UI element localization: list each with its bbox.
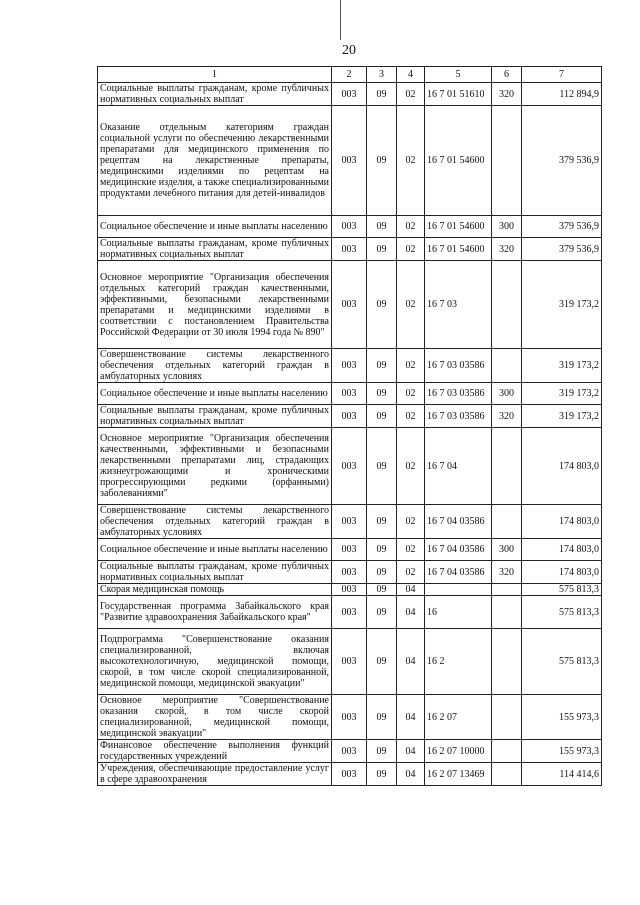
row-expense-type: 320 (492, 405, 522, 428)
row-expense-type (492, 629, 522, 695)
table-row (98, 763, 602, 786)
row-ministry-code: 003 (332, 539, 367, 561)
row-target-article: 16 7 01 54600 (425, 216, 492, 238)
row-subsection-code: 04 (397, 629, 425, 695)
row-section-code: 09 (367, 349, 397, 383)
scan-mark (340, 0, 341, 40)
row-amount: 575 813,3 (522, 629, 602, 695)
row-expense-type: 300 (492, 539, 522, 561)
row-target-article: 16 7 01 54600 (425, 238, 492, 261)
table-row (98, 505, 602, 539)
table-row (98, 83, 602, 106)
row-section-code: 09 (367, 405, 397, 428)
row-subsection-code: 02 (397, 261, 425, 349)
row-target-article: 16 7 01 51610 (425, 83, 492, 106)
row-amount: 575 813,3 (522, 596, 602, 629)
table-row (98, 216, 602, 238)
row-ministry-code: 003 (332, 428, 367, 505)
row-ministry-code: 003 (332, 629, 367, 695)
table-row (98, 584, 602, 596)
row-ministry-code: 003 (332, 740, 367, 763)
page-number: 20 (342, 43, 356, 58)
row-section-code: 09 (367, 428, 397, 505)
row-name: Основное мероприятие "Совершенствование оказания скорой, в том числе скорой специализированной, медицинской помощи, медицинской эвакуации" (98, 695, 332, 740)
row-expense-type (492, 584, 522, 596)
table-row (98, 106, 602, 216)
row-target-article: 16 7 03 (425, 261, 492, 349)
row-target-article: 16 2 07 (425, 695, 492, 740)
table-row (98, 695, 602, 740)
row-expense-type (492, 428, 522, 505)
row-amount: 379 536,9 (522, 106, 602, 216)
row-amount: 155 973,3 (522, 695, 602, 740)
column-header: 2 (332, 67, 367, 83)
row-amount: 575 813,3 (522, 584, 602, 596)
row-section-code: 09 (367, 584, 397, 596)
row-subsection-code: 02 (397, 539, 425, 561)
row-name: Основное мероприятие "Организация обеспечения качественными, эффективными и безопасными лекарственными препаратами лиц, страдающих жизнеугрожающими и хроническими прогрессирующими редкими (орфанными) заболеваниями" (98, 428, 332, 505)
table-row (98, 539, 602, 561)
row-expense-type (492, 763, 522, 786)
row-section-code: 09 (367, 383, 397, 405)
row-section-code: 09 (367, 261, 397, 349)
row-amount: 379 536,9 (522, 238, 602, 261)
row-target-article: 16 7 04 03586 (425, 505, 492, 539)
row-subsection-code: 02 (397, 405, 425, 428)
row-amount: 112 894,9 (522, 83, 602, 106)
row-expense-type (492, 695, 522, 740)
row-ministry-code: 003 (332, 695, 367, 740)
row-ministry-code: 003 (332, 349, 367, 383)
row-subsection-code: 02 (397, 383, 425, 405)
row-name: Совершенствование системы лекарственного обеспечения отдельных категорий граждан в амбулаторных условиях (98, 505, 332, 539)
row-name: Социальные выплаты гражданам, кроме публичных нормативных социальных выплат (98, 83, 332, 106)
table-row (98, 261, 602, 349)
row-name: Оказание отдельным категориям граждан социальной услуги по обеспечению лекарственными препаратами для медицинского применения по рецептам на лекарственные препараты, медицинскими изделиями по рецептам на медицинские изделия, а также специализированными продуктами лечебного питания для детей-инвалидов (98, 106, 332, 216)
row-ministry-code: 003 (332, 261, 367, 349)
column-header: 5 (425, 67, 492, 83)
row-expense-type: 320 (492, 83, 522, 106)
row-section-code: 09 (367, 505, 397, 539)
row-ministry-code: 003 (332, 596, 367, 629)
row-target-article (425, 584, 492, 596)
table-row (98, 349, 602, 383)
row-ministry-code: 003 (332, 561, 367, 584)
row-section-code: 09 (367, 740, 397, 763)
row-name: Учреждения, обеспечивающие предоставление услуг в сфере здравоохранения (98, 763, 332, 786)
row-ministry-code: 003 (332, 405, 367, 428)
row-expense-type: 320 (492, 561, 522, 584)
row-section-code: 09 (367, 629, 397, 695)
row-amount: 114 414,6 (522, 763, 602, 786)
row-target-article: 16 2 07 13469 (425, 763, 492, 786)
column-header: 4 (397, 67, 425, 83)
row-amount: 319 173,2 (522, 261, 602, 349)
row-name: Подпрограмма "Совершенствование оказания специализированной, включая высокотехнологичную, медицинской помощи, скорой, в том числе скорой специализированной, медицинской помощи, медицинской эвакуации" (98, 629, 332, 695)
row-target-article: 16 7 01 54600 (425, 106, 492, 216)
row-amount: 155 973,3 (522, 740, 602, 763)
table-row (98, 629, 602, 695)
row-expense-type (492, 349, 522, 383)
row-name: Основное мероприятие "Организация обеспечения отдельных категорий граждан качественными, эффективными, безопасными лекарственными препаратами и медицинскими изделиями в соответствии с постановлением Правительства Российской Федерации от 30 июля 1994 года № 890" (98, 261, 332, 349)
table-row (98, 740, 602, 763)
row-amount: 319 173,2 (522, 349, 602, 383)
row-subsection-code: 04 (397, 584, 425, 596)
row-expense-type: 300 (492, 383, 522, 405)
row-amount: 319 173,2 (522, 383, 602, 405)
header-row (98, 67, 602, 83)
row-name: Социальные выплаты гражданам, кроме публичных нормативных социальных выплат (98, 405, 332, 428)
row-subsection-code: 02 (397, 238, 425, 261)
row-subsection-code: 04 (397, 695, 425, 740)
row-section-code: 09 (367, 83, 397, 106)
column-header: 3 (367, 67, 397, 83)
row-ministry-code: 003 (332, 106, 367, 216)
row-expense-type (492, 106, 522, 216)
row-section-code: 09 (367, 539, 397, 561)
row-section-code: 09 (367, 216, 397, 238)
row-name: Скорая медицинская помощь (98, 584, 332, 596)
row-expense-type: 320 (492, 238, 522, 261)
row-subsection-code: 02 (397, 428, 425, 505)
row-target-article: 16 7 03 03586 (425, 405, 492, 428)
row-ministry-code: 003 (332, 83, 367, 106)
row-expense-type (492, 505, 522, 539)
table-row (98, 405, 602, 428)
row-amount: 174 803,0 (522, 561, 602, 584)
row-expense-type (492, 261, 522, 349)
row-subsection-code: 04 (397, 740, 425, 763)
row-target-article: 16 7 04 (425, 428, 492, 505)
row-ministry-code: 003 (332, 584, 367, 596)
row-name: Совершенствование системы лекарственного обеспечения отдельных категорий граждан в амбулаторных условиях (98, 349, 332, 383)
row-name: Финансовое обеспечение выполнения функций государственных учреждений (98, 740, 332, 763)
row-subsection-code: 04 (397, 596, 425, 629)
row-section-code: 09 (367, 596, 397, 629)
row-section-code: 09 (367, 106, 397, 216)
row-target-article: 16 2 (425, 629, 492, 695)
row-section-code: 09 (367, 561, 397, 584)
row-ministry-code: 003 (332, 238, 367, 261)
column-header: 7 (522, 67, 602, 83)
row-target-article: 16 7 04 03586 (425, 561, 492, 584)
row-amount: 174 803,0 (522, 505, 602, 539)
row-section-code: 09 (367, 695, 397, 740)
row-section-code: 09 (367, 763, 397, 786)
row-target-article: 16 7 03 03586 (425, 349, 492, 383)
column-header: 6 (492, 67, 522, 83)
row-amount: 174 803,0 (522, 428, 602, 505)
row-subsection-code: 02 (397, 83, 425, 106)
row-name: Государственная программа Забайкальского края "Развитие здравоохранения Забайкальского края" (98, 596, 332, 629)
row-section-code: 09 (367, 238, 397, 261)
row-subsection-code: 02 (397, 349, 425, 383)
row-expense-type: 300 (492, 216, 522, 238)
row-amount: 379 536,9 (522, 216, 602, 238)
table-row (98, 383, 602, 405)
row-name: Социальные выплаты гражданам, кроме публичных нормативных социальных выплат (98, 238, 332, 261)
row-ministry-code: 003 (332, 216, 367, 238)
row-target-article: 16 7 03 03586 (425, 383, 492, 405)
row-expense-type (492, 740, 522, 763)
row-name: Социальное обеспечение и иные выплаты населению (98, 383, 332, 405)
column-header: 1 (98, 67, 332, 83)
table-row (98, 561, 602, 584)
table-row (98, 428, 602, 505)
row-target-article: 16 7 04 03586 (425, 539, 492, 561)
budget-table (97, 66, 602, 786)
row-subsection-code: 02 (397, 216, 425, 238)
row-name: Социальные выплаты гражданам, кроме публичных нормативных социальных выплат (98, 561, 332, 584)
row-name: Социальное обеспечение и иные выплаты населению (98, 539, 332, 561)
row-subsection-code: 02 (397, 505, 425, 539)
row-ministry-code: 003 (332, 763, 367, 786)
row-ministry-code: 003 (332, 505, 367, 539)
row-subsection-code: 02 (397, 106, 425, 216)
row-amount: 174 803,0 (522, 539, 602, 561)
row-subsection-code: 02 (397, 561, 425, 584)
row-target-article: 16 (425, 596, 492, 629)
row-expense-type (492, 596, 522, 629)
row-target-article: 16 2 07 10000 (425, 740, 492, 763)
row-subsection-code: 04 (397, 763, 425, 786)
row-name: Социальное обеспечение и иные выплаты населению (98, 216, 332, 238)
table-row (98, 238, 602, 261)
row-amount: 319 173,2 (522, 405, 602, 428)
table-row (98, 596, 602, 629)
row-ministry-code: 003 (332, 383, 367, 405)
